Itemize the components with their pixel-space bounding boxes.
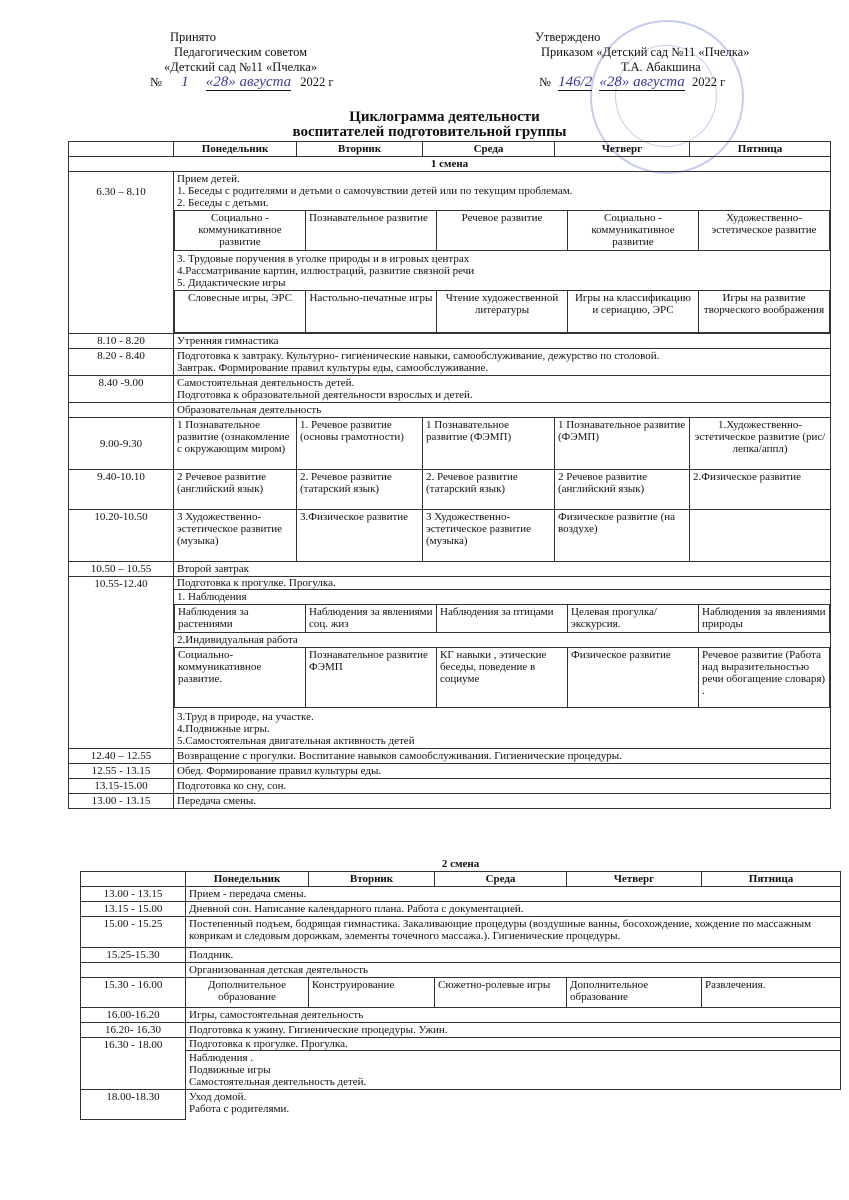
time-cell: 16.30 - 18.00 — [81, 1038, 186, 1090]
time-cell: 13.00 - 13.15 — [81, 887, 186, 902]
observations-label: 1. Наблюдения — [177, 591, 247, 603]
lesson-cell: 2. Речевое развитие (татарский язык) — [423, 470, 555, 510]
time-cell: 8.40 -9.00 — [69, 376, 174, 403]
document-title — [0, 110, 849, 140]
lesson-cell: 3 Художественно-эстетическое развитие (музыка) — [174, 510, 297, 562]
day-header: Понедельник — [174, 142, 297, 157]
activity-cell: Возвращение с прогулки. Воспитание навыков самообслуживания. Гигиенические процедуры. — [174, 749, 831, 764]
table-row — [69, 749, 831, 764]
table-row — [69, 510, 831, 562]
lesson-cell: 3 Художественно-эстетическое развитие (музыка) — [423, 510, 555, 562]
title-line-2: воспитателей подготовительной группы — [292, 124, 567, 140]
walk-title: Подготовка к прогулке. Прогулка. — [186, 1038, 840, 1051]
time-cell: 8.20 - 8.40 — [69, 349, 174, 376]
lesson-cell: 1.Художественно-эстетическое развитие (рис/лепка/аппл) — [690, 418, 831, 470]
table-row — [69, 349, 831, 376]
list-item: 5. Дидактические игры — [177, 277, 286, 289]
lesson-cell: 2 Речевое развитие (английский язык) — [174, 470, 297, 510]
lesson-cell: 2.Физическое развитие — [690, 470, 831, 510]
activity-line: Подготовка к завтраку. Культурно- гигиенические навыки, самообслуживание, дежурство по столовой. — [177, 350, 660, 362]
shift-1-label: 1 смена — [69, 157, 831, 172]
table-row — [69, 562, 831, 577]
list-item: 5.Самостоятельная двигательная активность детей — [177, 735, 415, 747]
lesson-cell: 1. Речевое развитие (основы грамотности) — [297, 418, 423, 470]
day-header: Среда — [435, 872, 567, 887]
time-cell: 13.15-15.00 — [69, 779, 174, 794]
time-cell: 10.50 – 10.55 — [69, 562, 174, 577]
time-cell: 13.00 - 13.15 — [69, 794, 174, 809]
activity-cell: Полдник. — [186, 948, 841, 963]
handwritten-date: «28» августа — [599, 74, 685, 90]
activity-cell: Постепенный подъем, бодрящая гимнастика. Закаливающие процедуры (воздушные ванны, босохождение, хождение по массажным коврикам и следовым дорожкам, элементы точечного массажа.). Гигиенические процедуры. — [186, 917, 841, 948]
lesson-cell — [690, 510, 831, 562]
area-cell: Социально - коммуникативное развитие — [568, 211, 699, 251]
time-cell: 6.30 – 8.10 — [69, 172, 174, 334]
activity-cell: Игры, самостоятельная деятельность — [186, 1008, 841, 1023]
shift-label-row — [69, 157, 831, 172]
area-cell: Познавательное развитие — [306, 211, 437, 251]
number-prefix: № — [150, 75, 162, 89]
activity-cell — [186, 1090, 841, 1120]
walk-title: Подготовка к прогулке. Прогулка. — [174, 577, 830, 590]
table-row — [81, 1008, 841, 1023]
shift-2-label: 2 смена — [81, 857, 841, 872]
walk-block — [174, 577, 831, 749]
individual-work-subtable — [174, 647, 830, 708]
game-cell: Словесные игры, ЭРС — [175, 291, 306, 333]
title-line-1: Циклограмма деятельности — [349, 109, 540, 125]
council-label: Педагогическим советом — [174, 45, 308, 59]
time-cell: 10.20-10.50 — [69, 510, 174, 562]
activity-cell: Обед. Формирование правил культуры еды. — [174, 764, 831, 779]
list-item: Прием детей. — [177, 173, 240, 185]
time-cell: 15.25-15.30 — [81, 948, 186, 963]
table-row — [81, 917, 841, 948]
lesson-cell: 1 Познавательное развитие (ФЭМП) — [555, 418, 690, 470]
lesson-cell: 2. Речевое развитие (татарский язык) — [297, 470, 423, 510]
table-row — [81, 978, 841, 1008]
activity-cell: Дневной сон. Написание календарного плана. Работа с документацией. — [186, 902, 841, 917]
table-row — [81, 1090, 841, 1120]
table-row — [81, 963, 841, 978]
time-cell: 10.55-12.40 — [69, 577, 174, 749]
observation-cell: Целевая прогулка/ экскурсия. — [568, 605, 699, 633]
table-row — [81, 902, 841, 917]
handwritten-date: «28» августа — [205, 74, 292, 90]
time-cell: 16.20- 16.30 — [81, 1023, 186, 1038]
area-cell: Художественно-эстетическое развитие — [699, 211, 830, 251]
activity-line: Завтрак. Формирование правил культуры еды, самообслуживание. — [177, 362, 489, 374]
activity-cell: Образовательная деятельность — [174, 403, 831, 418]
walk-block — [186, 1038, 841, 1090]
reception-block — [174, 172, 831, 334]
day-header: Вторник — [297, 142, 423, 157]
list-item: 4.Рассматривание картин, иллюстраций, развитие связной речи — [177, 265, 475, 277]
game-cell: Игры на развитие творческого воображения — [699, 291, 830, 333]
approved-label: Утверждено — [535, 30, 601, 44]
table-row — [81, 1038, 841, 1090]
time-cell: 16.00-16.20 — [81, 1008, 186, 1023]
day-header: Среда — [423, 142, 555, 157]
table-row — [69, 403, 831, 418]
time-cell: 13.15 - 15.00 — [81, 902, 186, 917]
list-item: 1. Беседы с родителями и детьми о самочувствии детей или по текущим проблемам. — [177, 185, 573, 197]
observation-cell: Наблюдения за птицами — [437, 605, 568, 633]
time-cell: 12.40 – 12.55 — [69, 749, 174, 764]
days-header-row — [69, 142, 831, 157]
time-cell: 15.00 - 15.25 — [81, 917, 186, 948]
activity-line: Подготовка к образовательной деятельности взрослых и детей. — [177, 389, 473, 401]
activity-option-cell: Дополнительное образование — [186, 978, 309, 1008]
table-row — [69, 334, 831, 349]
handwritten-number: 146/2 — [558, 74, 593, 90]
table-row — [69, 779, 831, 794]
games-subtable — [174, 290, 830, 333]
time-cell: 18.00-18.30 — [81, 1090, 186, 1120]
activity-cell: Передача смены. — [174, 794, 831, 809]
observation-cell: Наблюдения за растениями — [175, 605, 306, 633]
year-label: 2022 г — [691, 75, 726, 89]
table-row — [69, 172, 831, 334]
shift-label-row — [81, 857, 841, 872]
lesson-cell: 1 Познавательное развитие (ФЭМП) — [423, 418, 555, 470]
game-cell: Чтение художественной литературы — [437, 291, 568, 333]
individual-work-label: 2.Индивидуальная работа — [177, 634, 298, 646]
activity-line: Работа с родителями. — [189, 1103, 290, 1115]
time-cell — [69, 403, 174, 418]
areas-subtable — [174, 210, 830, 251]
observations-subtable — [174, 604, 830, 633]
director-name: Т.А. Абакшина — [621, 60, 701, 74]
table-row — [81, 948, 841, 963]
time-cell: 15.30 - 16.00 — [81, 978, 186, 1008]
time-cell: 9.40-10.10 — [69, 470, 174, 510]
activity-cell — [174, 376, 831, 403]
day-header: Понедельник — [186, 872, 309, 887]
lesson-cell: 1 Познавательное развитие (ознакомление с окружающим миром) — [174, 418, 297, 470]
time-cell: 12.55 - 13.15 — [69, 764, 174, 779]
approval-block-left — [150, 30, 334, 90]
activity-cell: Утренняя гимнастика — [174, 334, 831, 349]
shift-2-table — [80, 857, 841, 1120]
activity-cell — [174, 349, 831, 376]
activity-option-cell: Развлечения. — [702, 978, 841, 1008]
table-row — [69, 794, 831, 809]
individual-cell: КГ навыки , этические беседы, поведение в социуме — [437, 648, 568, 708]
time-cell: 8.10 - 8.20 — [69, 334, 174, 349]
activity-option-cell: Сюжетно-ролевые игры — [435, 978, 567, 1008]
time-cell: 9.00-9.30 — [69, 418, 174, 470]
table-row — [69, 470, 831, 510]
shift-1-table — [68, 141, 831, 809]
individual-cell: Социально- коммуникативное развитие. — [175, 648, 306, 708]
approval-block-right — [535, 30, 749, 90]
list-item: Самостоятельная деятельность детей. — [189, 1076, 367, 1088]
list-item: 4.Подвижные игры. — [177, 723, 270, 735]
observation-cell: Наблюдения за явлениями природы — [699, 605, 830, 633]
day-header: Пятница — [702, 872, 841, 887]
activity-cell: Подготовка ко сну, сон. — [174, 779, 831, 794]
game-cell: Настольно-печатные игры — [306, 291, 437, 333]
activity-option-cell: Дополнительное образование — [567, 978, 702, 1008]
time-header-cell — [69, 142, 174, 157]
activity-option-cell: Конструирование — [309, 978, 435, 1008]
day-header: Четверг — [555, 142, 690, 157]
day-header: Четверг — [567, 872, 702, 887]
observation-cell: Наблюдения за явлениями соц. жиз — [306, 605, 437, 633]
lesson-cell: 2 Речевое развитие (английский язык) — [555, 470, 690, 510]
accepted-label: Принято — [170, 30, 216, 44]
day-header: Пятница — [690, 142, 831, 157]
list-item: 3. Трудовые поручения в уголке природы и в игровых центрах — [177, 253, 470, 265]
table-row — [69, 418, 831, 470]
individual-cell: Речевое развитие (Работа над выразительностью речи обогащение словаря) . — [699, 648, 830, 708]
time-header-cell — [81, 872, 186, 887]
activity-line: Самостоятельная деятельность детей. — [177, 377, 355, 389]
activity-line: Уход домой. — [189, 1091, 247, 1103]
table-row — [81, 887, 841, 902]
year-label: 2022 г — [300, 75, 334, 89]
activity-cell: Прием - передача смены. — [186, 887, 841, 902]
protocol-line — [150, 75, 334, 90]
day-header: Вторник — [309, 872, 435, 887]
table-row — [69, 764, 831, 779]
table-row — [69, 577, 831, 749]
handwritten-number: 1 — [181, 74, 189, 90]
game-cell: Игры на классификацию и сериацию, ЭРС — [568, 291, 699, 333]
order-line — [535, 75, 749, 90]
number-prefix: № — [539, 75, 551, 89]
order-label: Приказом «Детский сад №11 «Пчелка» — [541, 45, 750, 59]
area-cell: Речевое развитие — [437, 211, 568, 251]
table-row — [69, 376, 831, 403]
list-item: 2. Беседы с детьми. — [177, 197, 269, 209]
kindergarten-label: «Детский сад №11 «Пчелка» — [164, 60, 318, 74]
activity-cell: Подготовка к ужину. Гигиенические процедуры. Ужин. — [186, 1023, 841, 1038]
individual-cell: Познавательное развитие ФЭМП — [306, 648, 437, 708]
activity-cell: Организованная детская деятельность — [186, 963, 841, 978]
list-item: 3.Труд в природе, на участке. — [177, 711, 314, 723]
lesson-cell: 3.Физическое развитие — [297, 510, 423, 562]
area-cell: Социально - коммуникативное развитие — [175, 211, 306, 251]
days-header-row — [81, 872, 841, 887]
table-row — [81, 1023, 841, 1038]
list-item: Подвижные игры — [189, 1064, 271, 1076]
list-item: Наблюдения . — [189, 1052, 254, 1064]
time-cell — [81, 963, 186, 978]
individual-cell: Физическое развитие — [568, 648, 699, 708]
lesson-cell: Физическое развитие (на воздухе) — [555, 510, 690, 562]
activity-cell: Второй завтрак — [174, 562, 831, 577]
